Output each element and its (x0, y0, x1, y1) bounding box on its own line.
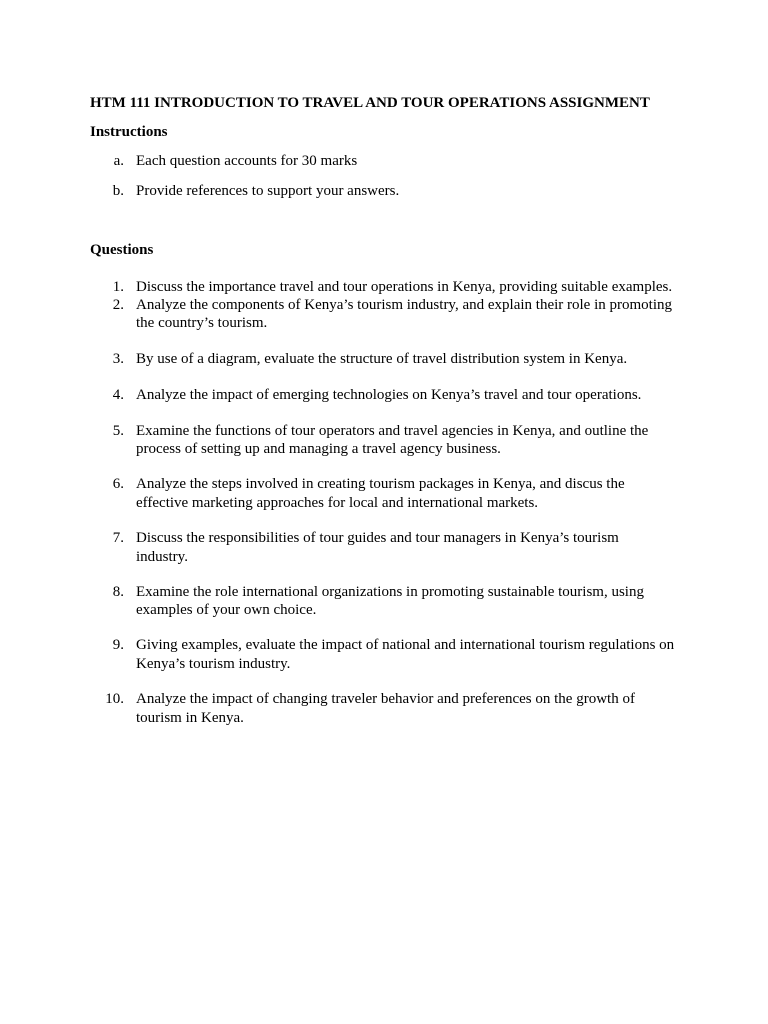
question-text-line: the country’s tourism. (136, 315, 268, 331)
instructions-heading: Instructions (90, 124, 168, 140)
question-text-line: Discuss the responsibilities of tour guides and tour managers in Kenya’s tourism (136, 530, 619, 546)
instruction-marker: b. (112, 183, 124, 199)
question-text-line: industry. (136, 549, 188, 565)
question-number: 8. (112, 584, 124, 600)
question-number: 9. (112, 637, 124, 653)
question-text-line: Analyze the steps involved in creating tourism packages in Kenya, and discus the (136, 476, 625, 492)
question-text-line: By use of a diagram, evaluate the structure of travel distribution system in Kenya. (136, 351, 628, 367)
question-number: 10. (105, 691, 124, 707)
question-number: 7. (112, 530, 124, 546)
instruction-text: Each question accounts for 30 marks (136, 153, 358, 169)
question-text-line: process of setting up and managing a travel agency business. (136, 441, 501, 457)
document-title: HTM 111 INTRODUCTION TO TRAVEL AND TOUR OPERATIONS ASSIGNMENT (90, 95, 650, 111)
question-text-line: Giving examples, evaluate the impact of national and international tourism regulations on (136, 637, 675, 653)
question-text-line: Examine the role international organizations in promoting sustainable tourism, using (136, 584, 644, 600)
question-text-line: tourism in Kenya. (136, 710, 244, 726)
question-number: 2. (112, 297, 124, 313)
question-text-line: Analyze the impact of changing traveler behavior and preferences on the growth of (136, 691, 635, 707)
questions-heading: Questions (90, 242, 154, 258)
question-text-line: Kenya’s tourism industry. (136, 656, 291, 672)
question-text-line: Analyze the impact of emerging technologies on Kenya’s travel and tour operations. (136, 387, 642, 403)
instruction-text: Provide references to support your answers. (136, 183, 400, 199)
question-number: 3. (112, 351, 124, 367)
question-number: 6. (112, 476, 124, 492)
question-text-line: effective marketing approaches for local and international markets. (136, 495, 539, 511)
question-number: 5. (112, 423, 124, 439)
question-text-line: Examine the functions of tour operators and travel agencies in Kenya, and outline the (136, 423, 649, 439)
question-text-line: Analyze the components of Kenya’s tourism industry, and explain their role in promoting (136, 297, 672, 313)
instruction-marker: a. (113, 153, 124, 169)
question-text-line: examples of your own choice. (136, 602, 317, 618)
question-number: 4. (112, 387, 124, 403)
question-number: 1. (112, 279, 124, 295)
question-text-line: Discuss the importance travel and tour operations in Kenya, providing suitable examples. (136, 279, 673, 295)
